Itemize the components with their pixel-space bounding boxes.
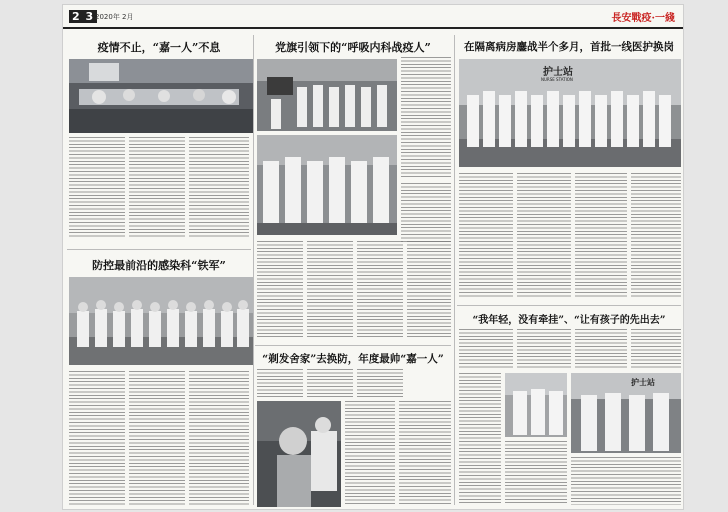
article-3-title: 党旗引领下的“呼吸内科战疫人”: [275, 41, 431, 54]
nurse-station-sign: 护士站: [543, 67, 573, 78]
article-1-body-col3: [189, 137, 249, 237]
photo-infection-team: [69, 277, 253, 365]
photo-nurse-station-team: [459, 59, 681, 167]
page-number: 2 3: [69, 10, 97, 23]
article-2-body-col2: [129, 371, 185, 505]
article-6-intro-col1: [459, 329, 513, 369]
article-1-body-col2: [129, 137, 185, 237]
photo-nurse-station-medics: [571, 373, 681, 453]
article-1-title: 疫情不止，“嘉一人”不息: [97, 41, 221, 54]
masthead: [63, 5, 683, 29]
photo-protective-gear-team: [257, 135, 397, 235]
article-6-intro-col3: [575, 329, 627, 369]
article-5-title: 在隔离病房鏖战半个多月，首批一线医护换岗: [464, 41, 674, 53]
article-4-body-col2: [399, 401, 451, 505]
article-2-body-col1: [69, 371, 125, 505]
newspaper-logo: 長安戰疫·一綫: [611, 13, 675, 24]
section-divider: [67, 249, 251, 250]
article-5-body-col2: [517, 173, 571, 299]
section-divider: [457, 305, 681, 306]
article-2-body-col3: [189, 371, 249, 505]
article-3-body-col3: [357, 241, 403, 339]
article-6-body-col2: [505, 441, 567, 505]
photo-medical-meeting: [69, 59, 253, 133]
article-3-body-col2: [307, 241, 353, 339]
article-4-body-col1: [345, 401, 395, 505]
article-5-body-col1: [459, 173, 513, 299]
article-3-sidebar-text-2: [401, 183, 451, 243]
article-6-title: “我年轻，没有牵挂”、“让有孩子的先出去”: [472, 315, 666, 326]
article-3-body-col1: [257, 241, 303, 339]
article-2-title: 防控最前沿的感染科“铁军”: [92, 259, 226, 272]
issue-date: 2020年 2月: [95, 13, 134, 21]
article-1-body-col1: [69, 137, 125, 237]
article-3-sidebar-text: [401, 57, 451, 177]
nurse-station-sign-2: 护士站: [631, 377, 655, 387]
article-6-intro-col2: [517, 329, 571, 369]
photo-haircut: [257, 401, 341, 507]
article-4-intro-col2: [307, 369, 353, 397]
nurse-station-sign-en: NURSE STATION: [541, 77, 573, 82]
article-4-title: “剃发舍家”去换防，年度最帅“嘉一人”: [262, 353, 444, 365]
column-divider: [253, 35, 254, 505]
photo-medics-hallway: [505, 373, 567, 437]
article-6-intro-col4: [631, 329, 681, 369]
newspaper-page: [62, 4, 684, 510]
article-5-body-col3: [575, 173, 627, 299]
article-5-body-col4: [631, 173, 681, 299]
column-divider: [454, 35, 455, 505]
article-3-body-col4: [407, 241, 451, 339]
photo-party-flag-team: [257, 59, 397, 131]
article-6-body-col1: [459, 373, 501, 505]
article-4-intro-col1: [257, 369, 303, 397]
article-4-intro-col3: [357, 369, 403, 397]
article-6-body-col3: [571, 457, 681, 505]
section-divider: [255, 345, 451, 346]
